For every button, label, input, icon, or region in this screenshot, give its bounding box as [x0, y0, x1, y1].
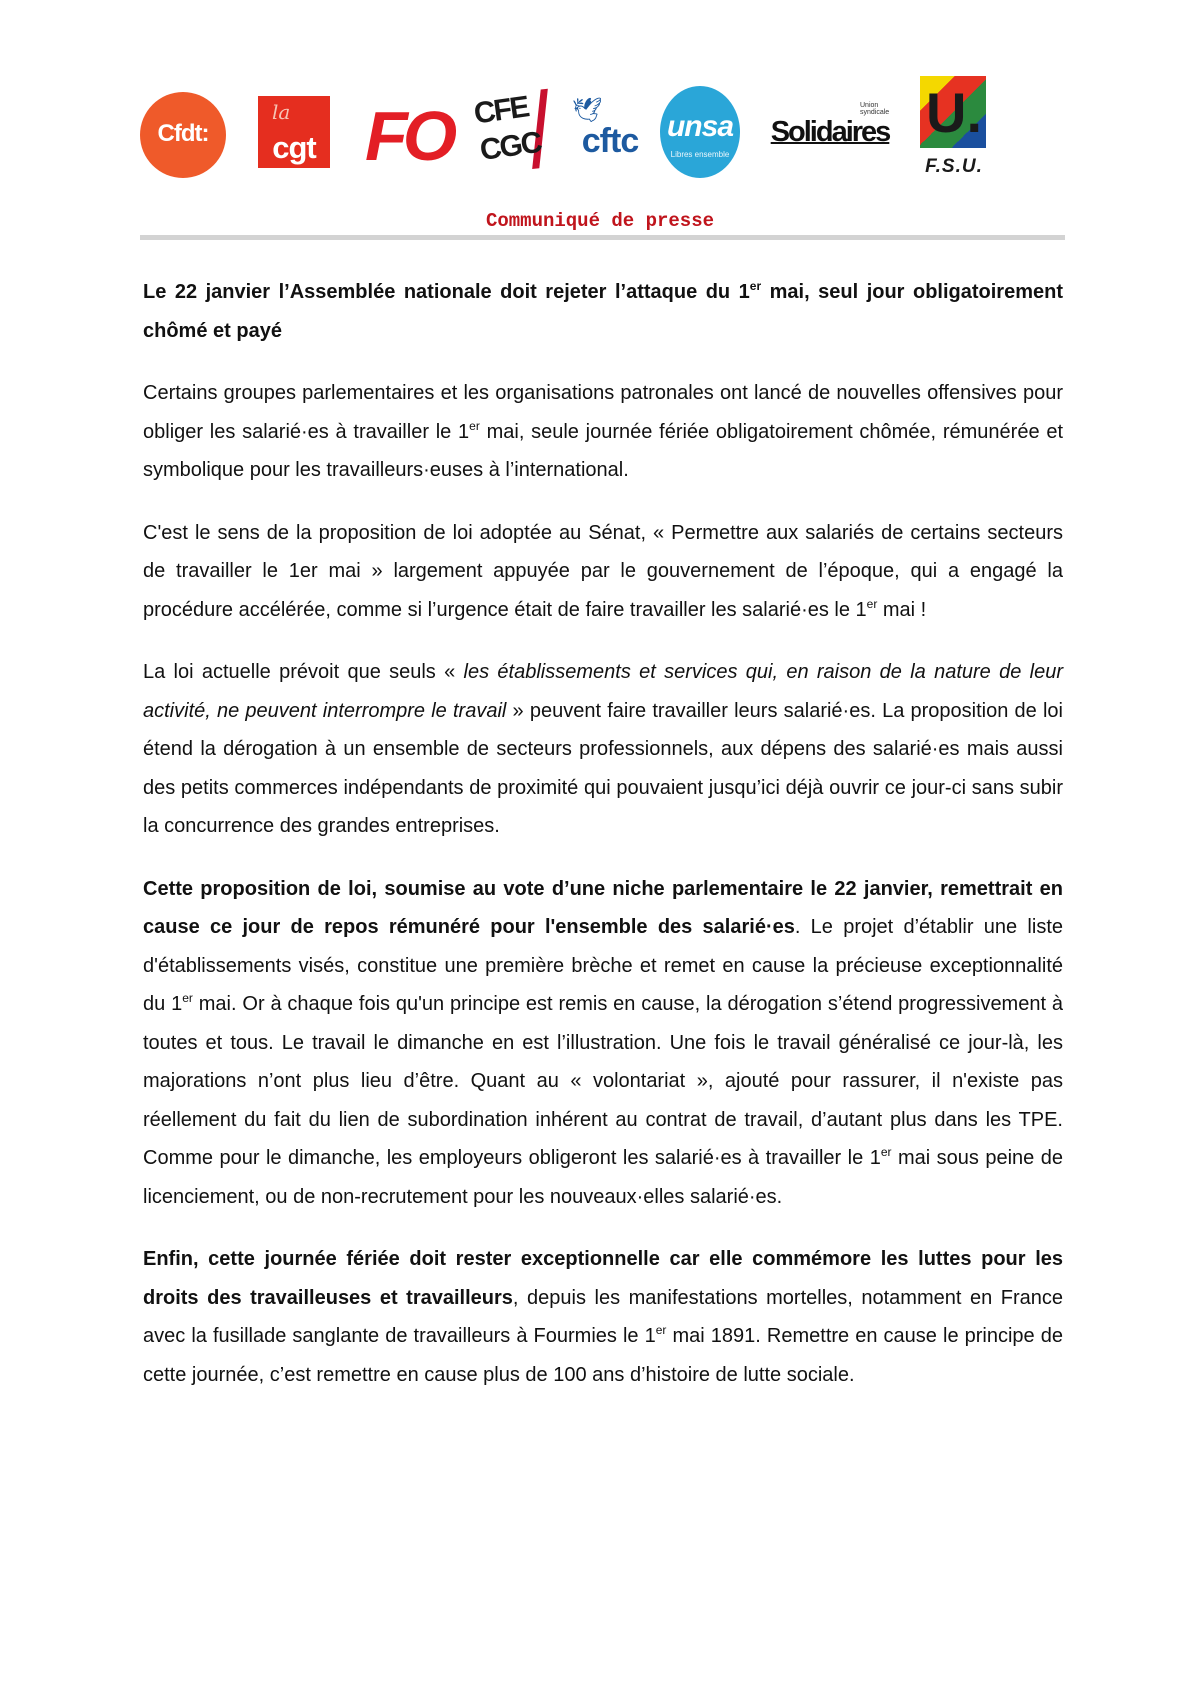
paragraph-3: [143, 653, 1063, 846]
p4-part-3: mai sous peine de licenciement, ou de non-recrutement pour les nouveaux·elles salarié·es.: [143, 1147, 1063, 1208]
p5-superscript: er: [655, 1323, 667, 1337]
p3-part-2: » peuvent faire travailler leurs salarié·es. La proposition de loi étend la dérogation à un ensemble de secteurs professionnels, aux dépens des salarié·es mais aussi des petits commerces indépendants de proximité qui pouvaient jusqu’ici déjà ouvrir ce jour-ci sans subir la concurrence des grandes entreprises.: [143, 699, 1063, 837]
p3-part-1: La loi actuelle prévoit que seuls «: [143, 661, 464, 683]
p5-bold-lead: Enfin, cette journée fériée doit rester exceptionnelle car elle commémore les luttes pour les droits des travailleuses et travailleurs: [143, 1248, 1063, 1309]
paragraph-5: [143, 1240, 1063, 1394]
press-release-label: Communiqué de presse: [485, 210, 715, 232]
cgt-logo-la: la: [272, 100, 291, 124]
p5-part-2: mai 1891. Remettre en cause le principe de cette journée, c’est remettre en cause plus de 100 ans d’histoire de lutte sociale.: [143, 1325, 1064, 1386]
cfdt-logo-text: Cfdt:: [157, 120, 209, 147]
p4-part-1: . Le projet d’établir une liste d'établissements visés, constitue une première brèche et remet en cause la précieuse exceptionnalité du 1: [143, 916, 1063, 1015]
paragraph-2: [143, 514, 1063, 630]
fo-logo: [365, 92, 453, 178]
press-release-title: [143, 273, 1063, 350]
paragraph-4: [143, 870, 1063, 1217]
fsu-logo: [916, 76, 992, 192]
cfe-logo-text: CFE: [471, 90, 530, 131]
solidaires-logo-small-text: Union syndicale: [860, 102, 890, 116]
p1-part-2: mai, seule journée fériée obligatoirement chômée, rémunérée et symbolique pour les travailleurs·euses à l’international.: [143, 420, 1063, 481]
p2-part-1: C'est le sens de la proposition de loi adoptée au Sénat, « Permettre aux salariés de certains secteurs de travailler le 1er mai » largement appuyée par le gouvernement de l’époque, qui a engagé la procédure accélérée, comme si l’urgence était de faire travailler les salarié·es le 1: [143, 521, 1063, 621]
p1-superscript: er: [469, 418, 480, 433]
p4-bold-lead: Cette proposition de loi, soumise au vote d’une niche parlementaire le 22 janvier, remettrait en cause ce jour de repos rémunéré pour l'ensemble des salarié·es: [143, 877, 1063, 938]
union-logos-bar: [130, 72, 1090, 194]
cgc-logo-text: CGC: [477, 125, 543, 168]
unsa-logo-subtitle: Libres ensemble: [670, 150, 730, 159]
p5-part-1: , depuis les manifestations mortelles, notamment en France avec la fusillade sanglante de travailleurs à Fourmies le 1: [143, 1286, 1064, 1347]
fo-logo-text: FO: [365, 97, 453, 175]
header-divider: [140, 235, 1065, 240]
title-superscript: er: [749, 279, 762, 293]
title-part-2: mai, seul jour obligatoirement chômé et payé: [143, 281, 1063, 342]
unsa-logo-text: unsa: [666, 110, 734, 143]
cfdt-logo: [140, 92, 226, 178]
cftc-logo-text: cftc: [581, 122, 639, 160]
cgt-logo: [258, 96, 330, 168]
title-part-1: Le 22 janvier l’Assemblée nationale doit rejeter l’attaque du 1: [143, 281, 750, 303]
cfe-cgc-logo: [468, 86, 556, 182]
fsu-logo-text: F.S.U.: [925, 156, 983, 177]
unsa-logo: [660, 86, 740, 178]
p2-part-2: mai !: [877, 598, 927, 621]
paragraph-1: [143, 374, 1063, 490]
p1-part-1: Certains groupes parlementaires et les organisations patronales ont lancé de nouvelles offensives pour obliger les salarié·es à travailler le 1: [143, 382, 1063, 443]
solidaires-logo-text: Solidaires: [770, 116, 890, 148]
dove-icon: 🕊: [572, 97, 603, 124]
p4-superscript-2: er: [880, 1145, 892, 1159]
solidaires-logo: [770, 102, 890, 162]
p4-part-2: mai. Or à chaque fois qu'un principe est remis en cause, la dérogation s’étend progressivement à toutes et tous. Le travail le dimanche en est l’illustration. Une fois le travail généralisé ce jour-là, les majorations n’ont plus lieu d’être. Quant au « volontariat », ajouté pour rassurer, il n'existe pas réellement du fait du lien de subordination inhérent au contrat de travail, d’autant plus dans les TPE. Comme pour le dimanche, les employeurs obligeront les salarié·es à travailler le 1: [143, 993, 1063, 1169]
cgt-logo-text: cgt: [272, 130, 316, 165]
p3-quote-italic: les établissements et services qui, en raison de la nature de leur activité, ne peuvent interrompre le travail: [143, 661, 1063, 722]
cftc-logo: [570, 94, 650, 174]
press-release-body: [143, 273, 1063, 1418]
fsu-logo-u: U.: [926, 81, 982, 144]
p2-superscript: er: [866, 596, 878, 611]
p4-superscript-1: er: [182, 991, 193, 1005]
